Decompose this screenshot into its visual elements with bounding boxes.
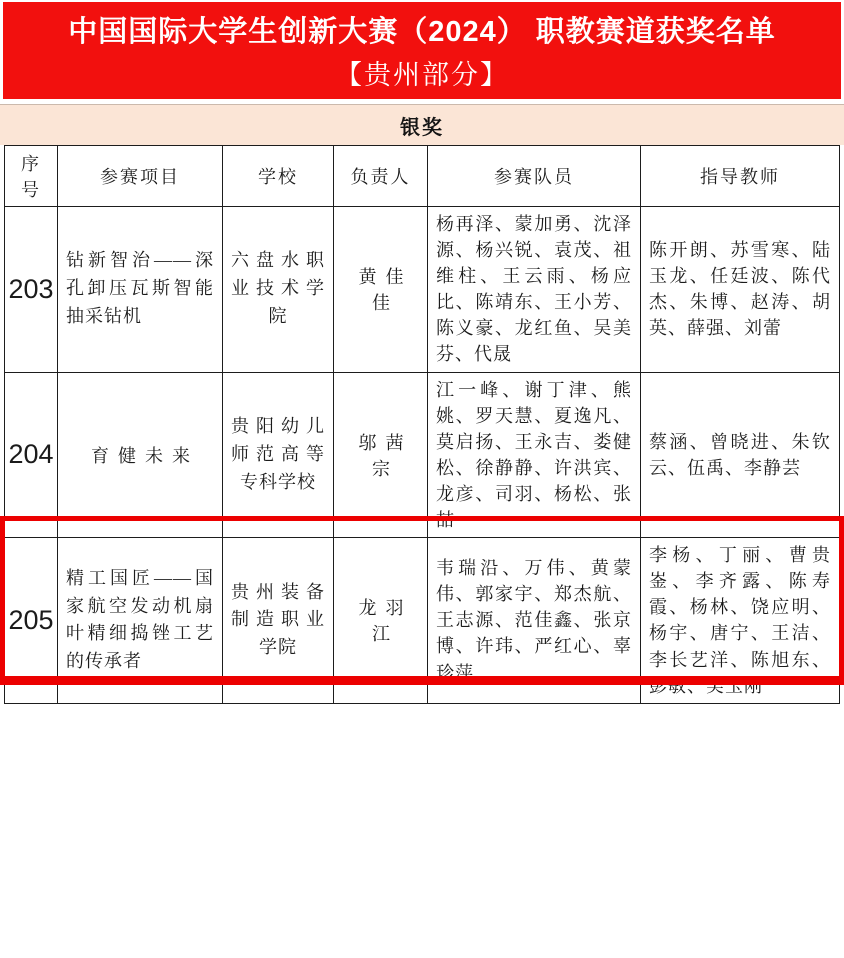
- header-project: 参赛项目: [58, 146, 223, 207]
- table-row: [5, 207, 840, 373]
- cell-advisors: 蔡涵、曾晓进、朱钦云、伍禹、李静芸: [641, 372, 840, 538]
- header-serial: 序号: [5, 146, 58, 207]
- table-row: [5, 372, 840, 538]
- cell-school: 贵阳幼儿师范高等专科学校: [223, 372, 334, 538]
- cell-advisors: 陈开朗、苏雪寒、陆玉龙、任廷波、陈代杰、朱博、赵涛、胡英、薛强、刘蕾: [641, 207, 840, 373]
- cell-members: 韦瑞沿、万伟、黄蒙伟、郭家宇、郑杰航、王志源、范佳鑫、张京博、许玮、严红心、辜珍萍: [428, 538, 641, 704]
- cell-leader: 邬茜宗: [334, 372, 428, 538]
- cell-school: 六盘水职业技术学院: [223, 207, 334, 373]
- cell-members: 杨再泽、蒙加勇、沈泽源、杨兴锐、袁茂、祖维柱、王云雨、杨应比、陈靖东、王小芳、陈义豪、龙红鱼、吴美芬、代晟: [428, 207, 641, 373]
- cell-serial: 203: [5, 207, 58, 373]
- page-title: 中国国际大学生创新大赛（2024） 职教赛道获奖名单: [68, 16, 776, 48]
- cell-serial: 204: [5, 372, 58, 538]
- table-row: [5, 538, 840, 704]
- award-section-header: [0, 104, 844, 145]
- header-leader: 负责人: [334, 146, 428, 207]
- cell-project: 育健未来: [58, 372, 223, 538]
- title-banner: [3, 2, 841, 99]
- cell-leader: 黄佳佳: [334, 207, 428, 373]
- page-subtitle: 【贵州部分】: [335, 60, 509, 90]
- cell-leader: 龙羽江: [334, 538, 428, 704]
- cell-members: 江一峰、谢丁津、熊姚、罗天慧、夏逸凡、莫启扬、王永吉、娄健松、徐静静、许洪宾、龙彦、司羽、杨松、张喆: [428, 372, 641, 538]
- cell-project: 精工国匠——国家航空发动机扇叶精细捣锉工艺的传承者: [58, 538, 223, 704]
- header-school: 学校: [223, 146, 334, 207]
- header-advisors: 指导教师: [641, 146, 840, 207]
- cell-serial: 205: [5, 538, 58, 704]
- cell-school: 贵州装备制造职业学院: [223, 538, 334, 704]
- award-section-label: 银奖: [400, 116, 444, 139]
- header-members: 参赛队员: [428, 146, 641, 207]
- cell-project: 钻新智治——深孔卸压瓦斯智能抽采钻机: [58, 207, 223, 373]
- award-table: [4, 145, 840, 704]
- table-header-row: [5, 146, 840, 207]
- cell-advisors: 李杨、丁丽、曹贵崟、李齐露、陈寿霞、杨林、饶应明、杨宇、唐宁、王洁、李长艺洋、陈旭东、彭敏、吴玉刚: [641, 538, 840, 704]
